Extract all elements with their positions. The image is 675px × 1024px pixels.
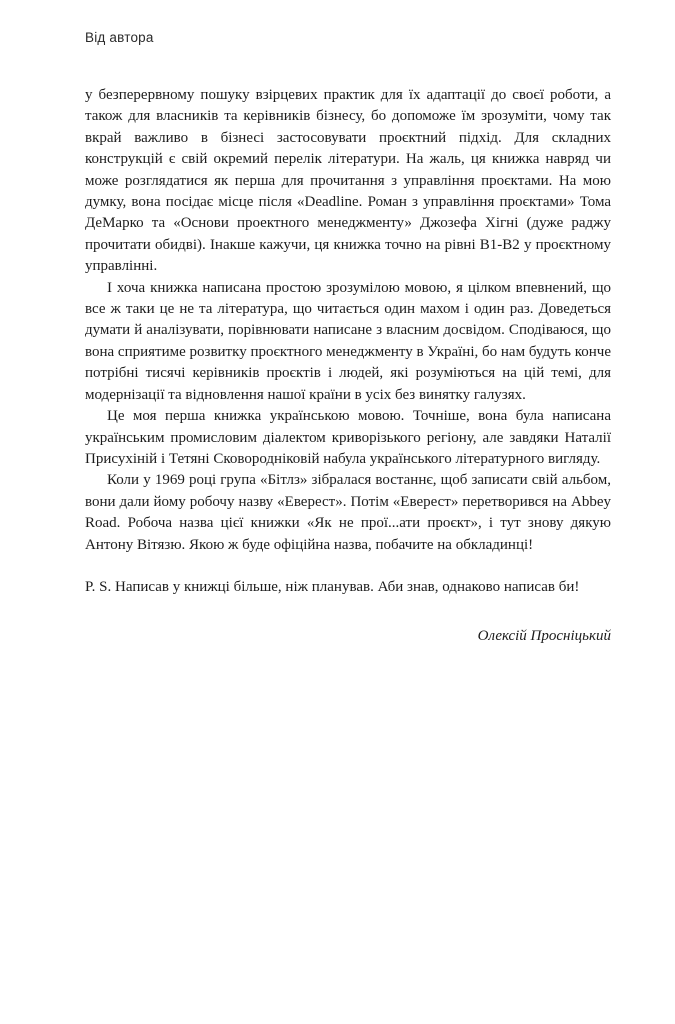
postscript: P. S. Написав у книжці більше, ніж планував. Аби знав, однаково написав би! [85, 578, 580, 595]
paragraph: Це моя перша книжка українською мовою. Точніше, вона була написана українським промисловим діалектом криворізького регіону, але завдяки Наталії Присухіній і Тетяні Сковородніковій набула українського літературного вигляду. [85, 408, 611, 467]
page-body [85, 85, 611, 648]
paragraph: І хоча книжка написана простою зрозумілою мовою, я цілком впевнений, що все ж таки це не та література, що читається один махом і один раз. Доведеться думати й аналізувати, порівнювати написане з власним досвідом. Сподіваюся, що вона сприятиме розвитку проєктного менеджменту в Україні, бо нам будуть конче потрібні тисячі керівників проєктів і людей, які розуміються на цій темі, для модернізації та відновлення нашої країни в усіх без винятку галузях. [85, 279, 611, 403]
running-header: Від автора [85, 30, 154, 45]
author-signature: Олексій Просніцький [477, 628, 611, 645]
paragraph: Коли у 1969 році група «Бітлз» зібралася востаннє, щоб записати свій альбом, вони дали йому робочу назву «Еверест». Потім «Еверест» перетворився на Abbey Road. Робоча назва цієї книжки «Як не прої...ати проєкт», і тут знову дякую Антону Вітязю. Якою ж буде офіційна назва, побачите на обкладинці! [85, 472, 611, 553]
paragraph-continuation: у безперервному пошуку взірцевих практик для їх адаптації до своєї роботи, а також для власників та керівників бізнесу, бо допоможе їм зрозуміти, чому так вкрай важливо в бізнесі застосовувати проєктний підхід. Для складних конструкцій є свій окремий перелік літератури. На жаль, ця книжка навряд чи може розглядатися як перша для прочитання з управління проєктами. На мою думку, вона посідає місце після «Deadline. Роман з управління проєктами» Тома ДеМарко та «Основи проектного менеджменту» Джозефа Хігні (дуже раджу прочитати обидві). Інакше кажучи, ця книжка точно на рівні B1-B2 у проєктному управлінні. [85, 87, 611, 275]
